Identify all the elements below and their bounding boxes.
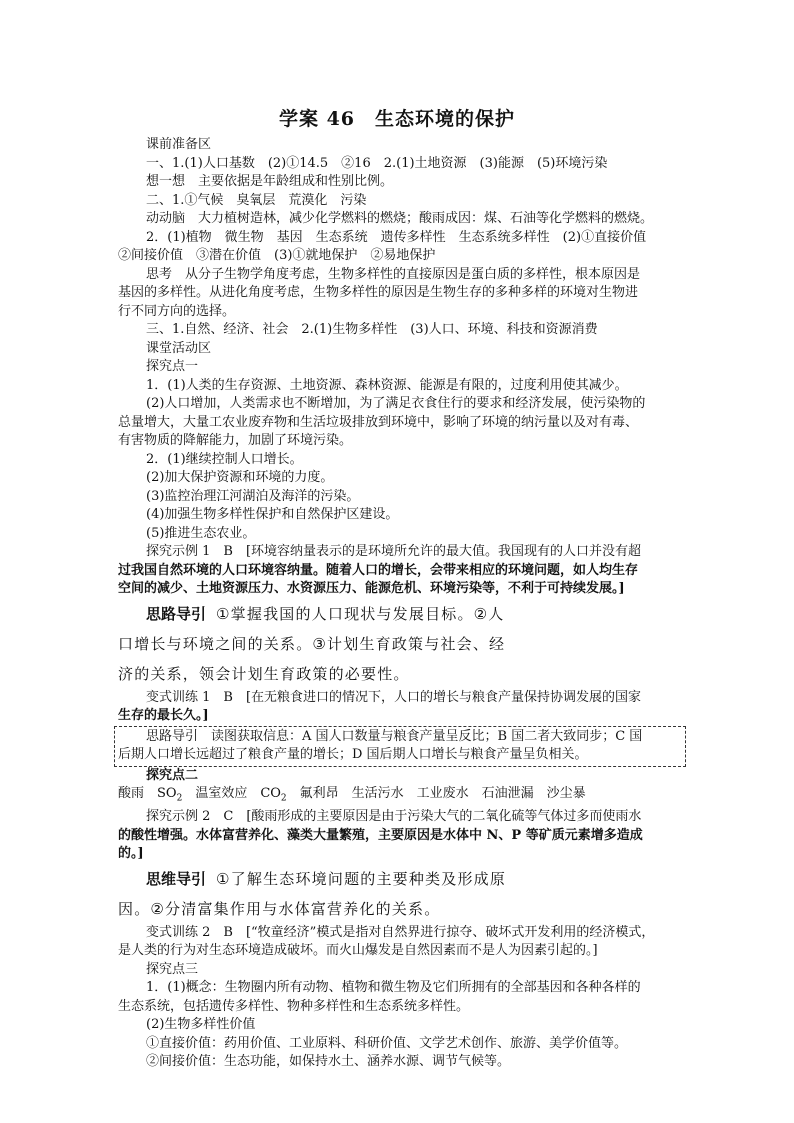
paragraph-line: ①直接价值：药用价值、工业原料、科研价值、文学艺术创作、旅游、美学价值等。 [146,1035,628,1051]
guide-label: 思路导引 [146,604,207,623]
paragraph-line: 生存的最长久。] [118,708,209,723]
paragraph-line: 1．(1)概念：生物圈内所有动物、植物和微生物及它们所拥有的全部基因和各种各样的 [146,980,641,996]
paragraph-line: (4)加强生物多样性保护和自然保护区建设。 [146,507,399,522]
paragraph-line: 变式训练 1 B [在无粮食进口的情况下，人口的增长与粮食产量保持协调发展的国家 [146,689,642,705]
paragraph-line: 生态系统，包括遗传多样性、物种多样性和生态系统多样性。 [118,998,470,1014]
paragraph-line: (3)监控治理江河湖泊及海洋的污染。 [146,488,360,504]
paragraph-line: 想一想 主要依据是年龄组成和性别比例。 [146,174,394,189]
section-heading-class: 课堂活动区 [146,340,212,356]
terms-line [118,785,680,808]
paragraph-line: 2．(1)植物 微生物 基因 生态系统 遗传多样性 生态系统多样性 (2)①直接价值 [146,229,647,245]
paragraph-line: 总量增大，大量工农业废弃物和生活垃圾排放到环境中，影响了环境的纳污量以及对有毒、 [118,414,639,430]
paragraph-line: 变式训练 2 B [“牧童经济”模式是指对自然界进行掠夺、破坏式开发利用的经济模式， [146,924,655,940]
term-text: 酸雨 SO [118,786,177,801]
paragraph-line: 有害物质的降解能力，加剧了环境污染。 [118,433,353,448]
page-title: 学案 46 生态环境的保护 [278,108,516,130]
term-text: 温室效应 CO [182,786,281,801]
paragraph-line: ②间接价值：生态功能，如保持水土、涵养水源、调节气候等。 [146,1054,511,1070]
document-body [118,136,680,1072]
paragraph-line: 是人类的行为对生态环境造成破坏。而火山爆发是自然因素而不是人为因素引起的。] [118,943,598,959]
paragraph-line: 1．(1)人类的生存资源、土地资源、森林资源、能源是有限的，过度利用使其减少。 [146,377,628,393]
guide-box-line: 后期人口增长远超过了粮食产量的增长；D 国后期人口增长与粮食产量呈负相关。 [118,747,588,762]
subscript: 2 [176,793,183,804]
subsection-heading: 探究点一 [146,359,199,374]
paragraph-line: (2)人口增加，人类需求也不断增加，为了满足衣食住行的要求和经济发展，使污染物的 [146,396,646,411]
section-heading-pre: 课前准备区 [146,137,212,152]
example-line: 过我国自然环境的人口环境容纳量。随着人口的增长，会带来相应的环境问题，如人均生存 [118,562,639,578]
guide-line [118,864,680,894]
example-line: 的酸性增强。水体富营养化、藻类大量繁殖，主要原因是水体中 N、P 等矿质元素增多造成 [118,827,643,843]
guide-text: ①了解生态环境问题的主要种类及形成原 [216,869,507,888]
paragraph-line: 2．(1)继续控制人口增长。 [146,451,303,467]
subsection-heading: 探究点二 [146,767,199,783]
paragraph-line: ②间接价值 ③潜在价值 (3)①就地保护 ②易地保护 [118,248,436,263]
guide-line: 济的关系，领会计划生育政策的必要性。 [118,664,410,683]
paragraph-line: (5)推进生态农业。 [146,525,256,541]
paragraph-line: 行不同方向的选择。 [118,303,236,319]
subsection-heading: 探究点三 [146,961,199,977]
paragraph-line: 基因的多样性。从进化角度考虑，生物多样性的原因是生物生存的多种多样的环境对生物进 [118,285,639,300]
guide-box [114,726,686,767]
guide-text: ①掌握我国的人口现状与发展目标。②人 [216,604,505,623]
paragraph-line: 二、1.①气候 臭氧层 荒漠化 污染 [146,192,367,208]
guide-line: 因。②分清富集作用与水体富营养化的关系。 [118,899,441,918]
guide-box-line: 思路导引 读图获取信息：A 国人口数量与粮食产量呈反比；B 国二者大致同步；C 国 [146,728,643,744]
paragraph-line: 一、1.(1)人口基数 (2)①14.5 ②16 2.(1)土地资源 (3)能源 (5)环境污染 [146,155,608,171]
guide-line [118,599,680,629]
subscript: 2 [280,793,287,804]
example-line: 探究示例 1 B [环境容纳量表示的是环境所允许的最大值。我国现有的人口并没有超 [146,544,642,559]
paragraph-line: 思考 从分子生物学角度考虑，生物多样性的直接原因是蛋白质的多样性，根本原因是 [146,266,641,282]
example-line: 探究示例 2 C [酸雨形成的主要原因是由于污染大气的二氧化硫等气体过多而使雨水 [146,809,642,825]
paragraph-line: (2)加大保护资源和环境的力度。 [146,470,334,485]
example-line: 的。] [118,846,144,862]
paragraph-line: (2)生物多样性价值 [146,1017,256,1033]
guide-label: 思维导引 [146,869,207,888]
paragraph-line: 三、1.自然、经济、社会 2.(1)生物多样性 (3)人口、环境、科技和资源消费 [146,322,598,337]
guide-line: 口增长与环境之间的关系。③计划生育政策与社会、经 [118,634,506,653]
term-text: 氟利昂 生活污水 工业废水 石油泄漏 沙尘暴 [286,786,586,801]
paragraph-line: 动动脑 大力植树造林，减少化学燃料的燃烧；酸雨成因：煤、石油等化学燃料的燃烧。 [146,211,654,226]
example-line: 空间的减少、土地资源压力、水资源压力、能源危机、环境污染等，不利于可持续发展。] [118,581,625,596]
